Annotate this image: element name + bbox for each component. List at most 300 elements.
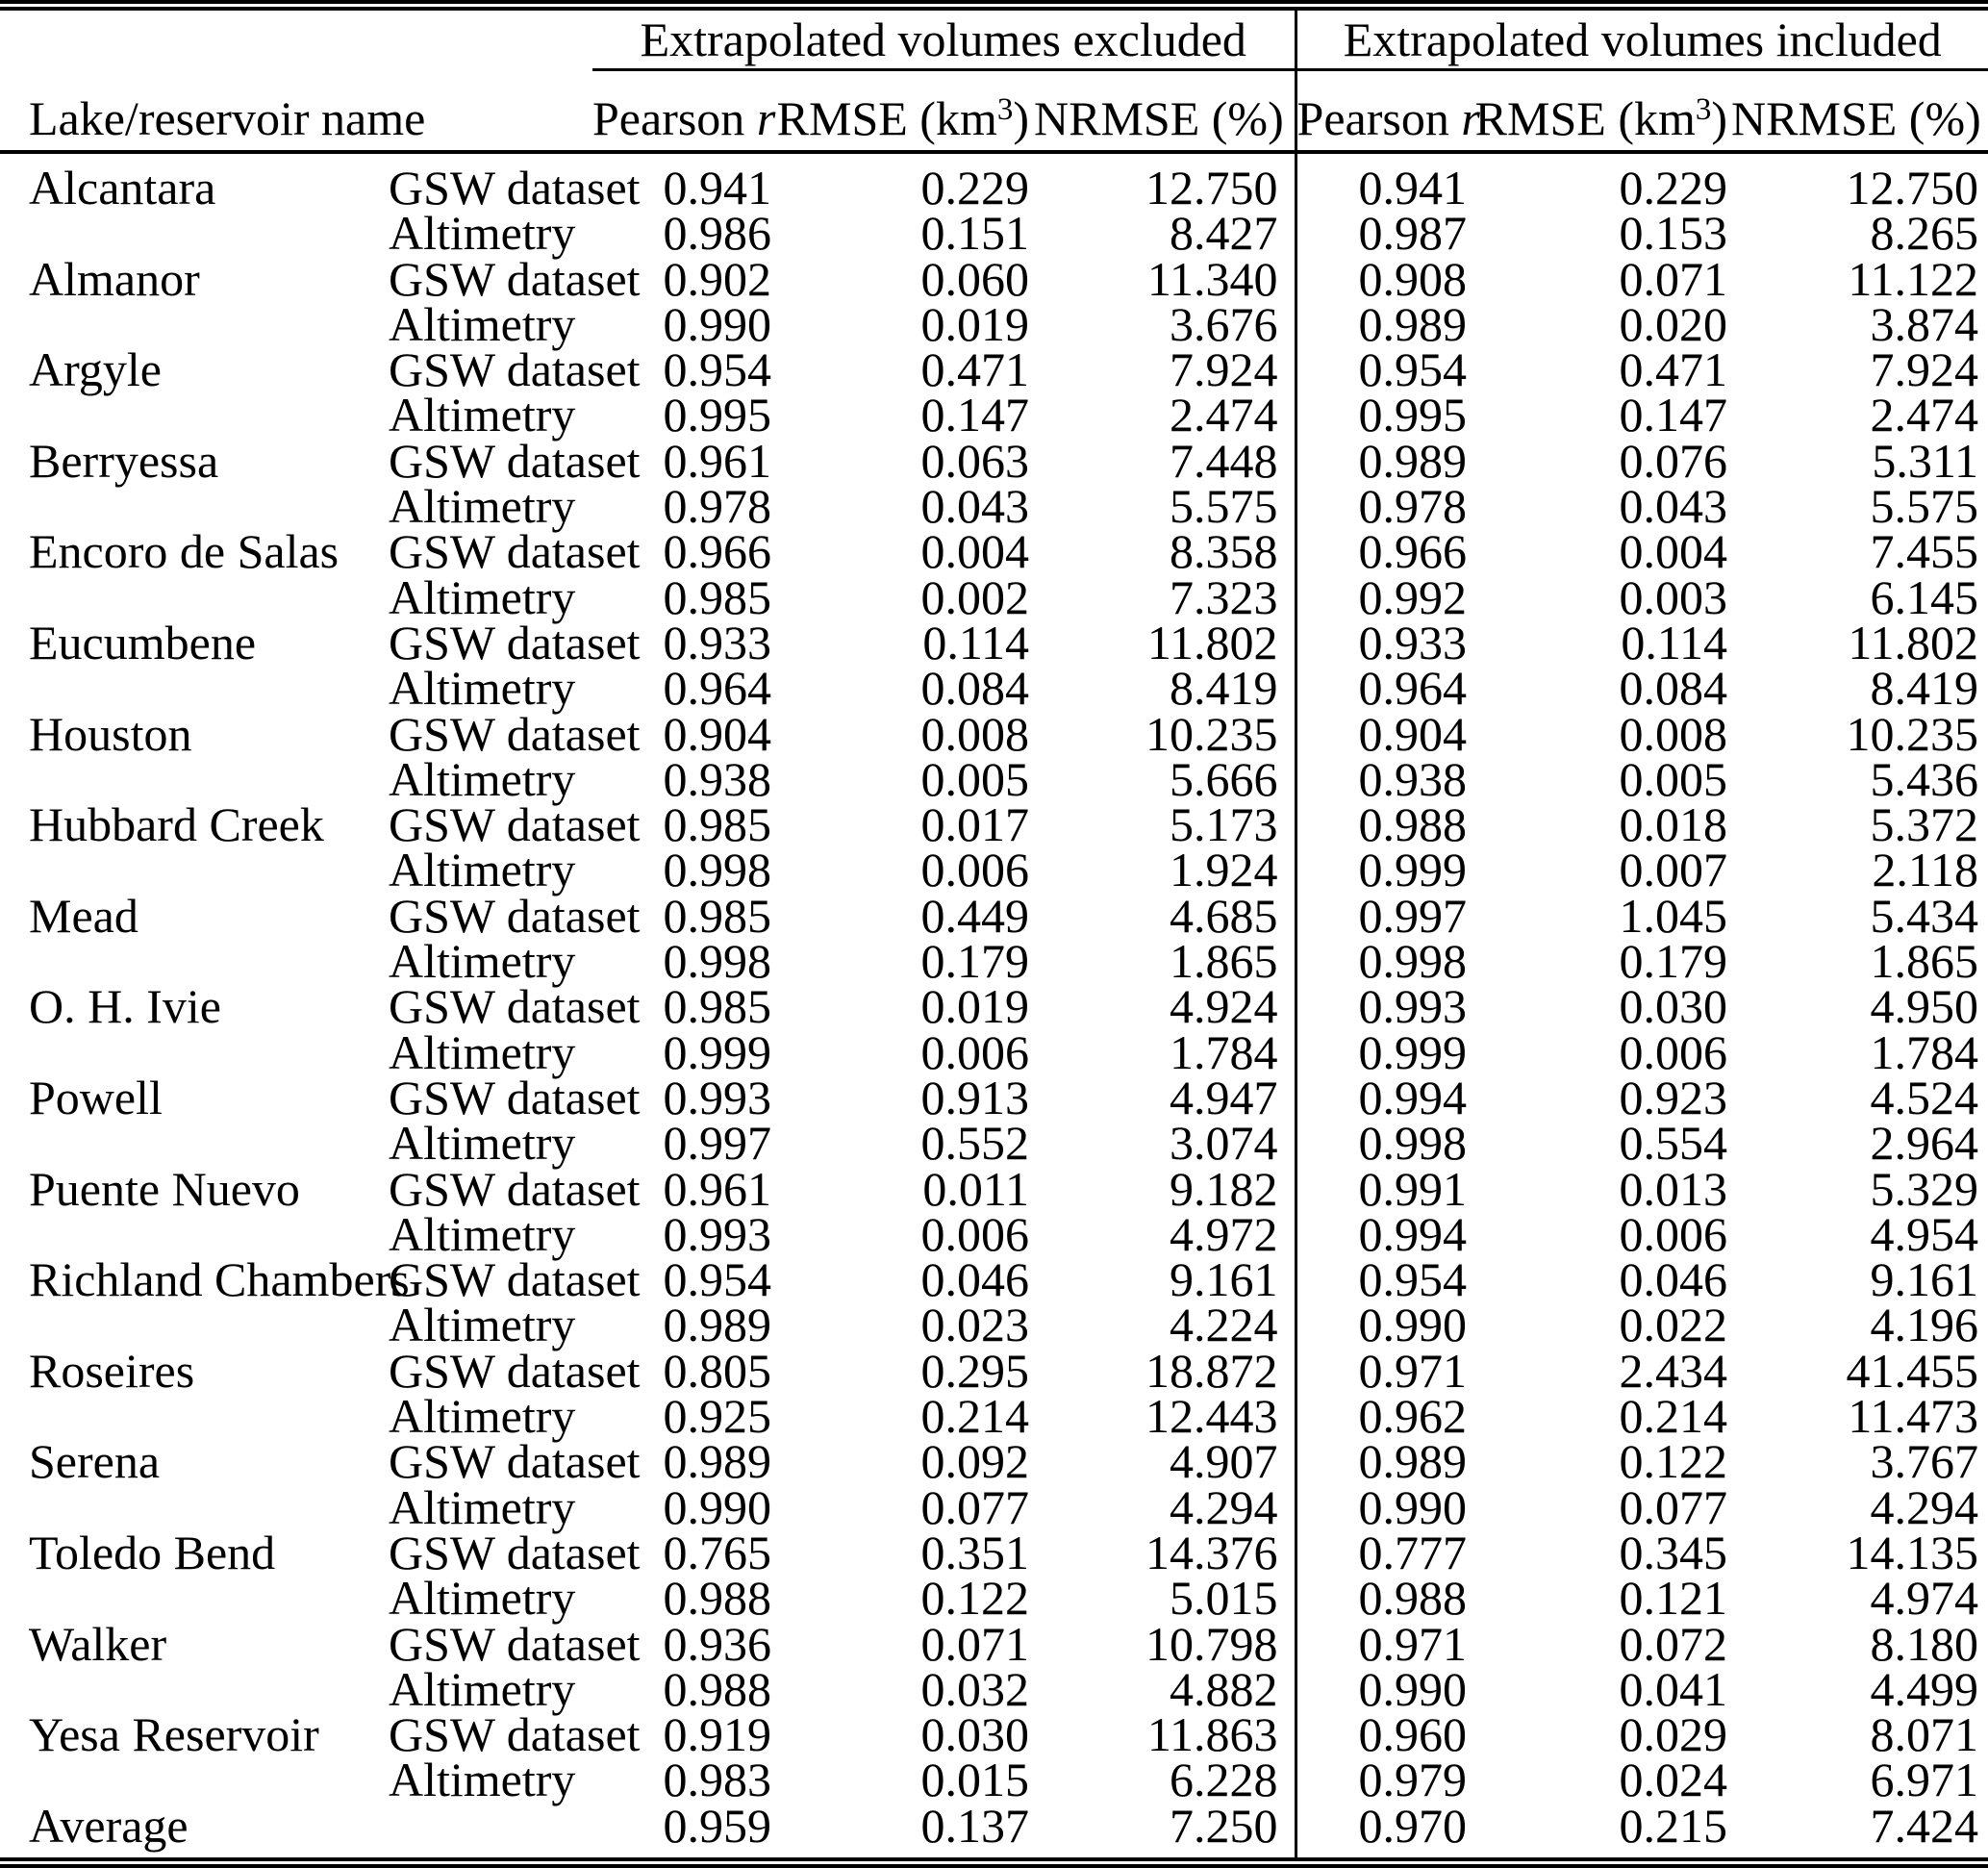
value-cell: 6.228 [1170,1753,1278,1807]
table-body [0,152,1988,1862]
lake-name-cell: Argyle [29,342,162,397]
lake-name-cell: Hubbard Creek [29,797,324,852]
value-cell: 0.032 [920,1661,1029,1716]
value-cell: 0.214 [1619,1389,1728,1444]
table-row [0,1349,1988,1394]
lake-name-cell [0,484,389,529]
value-cell: 4.524 [1870,1070,1979,1124]
value-cell: 4.954 [1870,1206,1979,1261]
value-cell: 0.998 [663,934,771,989]
value-cell: 1.784 [1870,1024,1979,1079]
value-cell: 0.992 [1296,575,1472,620]
value-cell: 0.990 [663,1479,771,1534]
value-cell: 0.999 [663,1024,771,1079]
lake-name-cell: Houston [29,706,192,761]
value-cell: 0.913 [920,1070,1029,1124]
value-cell: 18.872 [1145,1343,1278,1398]
rmse-label: RMSE (km [776,91,997,145]
table-row [0,1075,1988,1121]
value-cell: 0.023 [920,1298,1029,1352]
value-cell: 0.552 [920,1116,1029,1171]
pearson-r-symbol: r [1461,91,1480,145]
value-cell: 2.474 [1170,388,1278,442]
table-row [0,1804,1988,1863]
dataset-cell: Altimetry [389,479,576,534]
value-cell: 0.114 [922,615,1029,669]
value-cell: 0.989 [1296,1439,1472,1484]
lake-name-cell: Eucumbene [29,615,257,669]
value-cell: 3.676 [1170,296,1278,351]
column-header-rmse-excluded [775,70,1034,153]
rmse-label-close: ) [1013,91,1029,145]
lake-name-cell: Yesa Reservoir [29,1707,319,1762]
dataset-cell: GSW dataset [389,251,641,306]
value-cell: 0.925 [663,1389,771,1444]
value-cell: 0.933 [1296,620,1472,666]
lake-name-cell [0,666,389,711]
value-cell: 4.294 [1170,1479,1278,1534]
dataset-cell: Altimetry [389,296,576,351]
value-cell: 0.979 [1296,1757,1472,1803]
lake-name-cell: Encoro de Salas [29,524,340,579]
lake-name-cell: Serena [29,1434,161,1489]
value-cell: 0.954 [663,342,771,397]
value-cell: 41.455 [1846,1343,1979,1398]
value-cell: 0.970 [1296,1804,1472,1863]
table-row [0,1667,1988,1712]
table-row [0,1622,1988,1667]
value-cell: 0.554 [1619,1116,1728,1171]
value-cell: 0.983 [663,1753,771,1807]
value-cell: 0.954 [1296,347,1472,392]
value-cell: 0.954 [1296,1257,1472,1302]
value-cell: 0.011 [922,1161,1029,1216]
value-cell: 0.060 [920,251,1029,306]
value-cell: 0.989 [1296,439,1472,484]
lake-name-cell: Roseires [29,1343,195,1398]
value-cell: 3.074 [1170,1116,1278,1171]
value-cell: 0.019 [920,979,1029,1034]
value-cell: 5.329 [1870,1161,1979,1216]
value-cell: 5.173 [1170,797,1278,852]
lake-name-cell: Average [29,1798,189,1853]
dataset-cell: Altimetry [389,1389,576,1444]
value-cell: 0.043 [920,479,1029,534]
value-cell: 4.972 [1170,1206,1278,1261]
dataset-cell: Altimetry [389,1116,576,1171]
value-cell: 4.294 [1870,1479,1979,1534]
table-row [0,1757,1988,1803]
dataset-cell: Altimetry [389,388,576,442]
value-cell: 5.666 [1170,751,1278,806]
lake-name-cell [0,1121,389,1166]
lake-name-cell: Alcantara [29,161,216,215]
value-cell: 0.002 [920,569,1029,624]
value-cell: 12.750 [1846,161,1979,215]
table-row [0,666,1988,711]
value-cell: 0.999 [1296,847,1472,893]
value-cell: 0.008 [1619,706,1728,761]
dataset-cell: Altimetry [389,934,576,989]
value-cell: 7.250 [1170,1798,1278,1853]
value-cell: 0.997 [1296,894,1472,939]
value-cell: 8.427 [1170,206,1278,261]
rmse-superscript: 3 [996,92,1014,127]
value-cell: 0.985 [663,888,771,943]
value-cell: 0.229 [1619,161,1728,215]
corner-cell [0,6,592,70]
value-cell: 0.122 [1619,1434,1728,1489]
value-cell: 0.962 [1296,1394,1472,1439]
value-cell: 0.029 [1619,1707,1728,1762]
table-row [0,1030,1988,1075]
value-cell: 0.933 [663,615,771,669]
table-row [0,152,1988,211]
table-row [0,575,1988,620]
value-cell: 0.993 [663,1070,771,1124]
value-cell: 0.960 [1296,1712,1472,1757]
value-cell: 0.990 [1296,1485,1472,1530]
value-cell: 5.575 [1170,479,1278,534]
value-cell: 4.924 [1170,979,1278,1034]
value-cell: 0.902 [663,251,771,306]
lake-name-cell: Powell [29,1070,163,1124]
value-cell: 0.995 [663,388,771,442]
lake-name-cell [0,302,389,347]
value-cell: 4.882 [1170,1661,1278,1716]
value-cell: 4.947 [1170,1070,1278,1124]
value-cell: 0.908 [1296,257,1472,302]
lake-name-cell: Walker [29,1616,167,1671]
table-row [0,347,1988,392]
dataset-cell: Altimetry [389,661,576,716]
dataset-cell: GSW dataset [389,1707,641,1762]
value-cell: 0.938 [1296,757,1472,802]
value-cell: 0.959 [663,1798,771,1853]
group-header-included: Extrapolated volumes included [1296,6,1988,70]
value-cell: 0.904 [663,706,771,761]
value-cell: 0.215 [1619,1798,1728,1853]
group-header-row [0,6,1988,70]
value-cell: 0.904 [1296,712,1472,757]
value-cell: 0.018 [1619,797,1728,852]
column-header-lake-name: Lake/reservoir name [0,70,592,153]
value-cell: 0.994 [1296,1075,1472,1121]
value-cell: 0.179 [1619,934,1728,989]
value-cell: 0.989 [663,1434,771,1489]
value-cell: 8.180 [1870,1616,1979,1671]
dataset-cell: Altimetry [389,1024,576,1079]
value-cell: 0.005 [920,751,1029,806]
value-cell: 0.961 [663,1161,771,1216]
value-cell: 0.013 [1619,1161,1728,1216]
value-cell: 0.030 [920,1707,1029,1762]
value-cell: 0.005 [1619,751,1728,806]
value-cell: 1.045 [1619,888,1728,943]
value-cell: 4.685 [1170,888,1278,943]
table-row [0,1530,1988,1576]
dataset-cell: GSW dataset [389,1252,641,1307]
value-cell: 7.323 [1170,569,1278,624]
value-cell: 0.966 [1296,529,1472,574]
dataset-cell: Altimetry [389,206,576,261]
lake-name-cell [0,1212,389,1257]
value-cell: 3.874 [1870,296,1979,351]
lake-name-cell [0,1667,389,1712]
value-cell: 0.988 [1296,802,1472,847]
column-header-rmse-included [1472,70,1731,153]
value-cell: 2.434 [1619,1343,1728,1398]
column-header-pearson-included [1296,70,1480,153]
value-cell: 0.030 [1619,979,1728,1034]
value-cell: 0.987 [1296,211,1472,256]
lake-name-cell [0,1757,389,1803]
value-cell: 0.071 [920,1616,1029,1671]
value-cell: 8.419 [1170,661,1278,716]
dataset-cell: GSW dataset [389,615,641,669]
value-cell: 0.998 [1296,939,1472,984]
value-cell: 0.938 [663,751,771,806]
table-row [0,984,1988,1029]
value-cell: 0.986 [663,206,771,261]
value-cell: 0.077 [920,1479,1029,1534]
value-cell: 0.989 [1296,302,1472,347]
value-cell: 4.974 [1870,1571,1979,1626]
lake-name-cell: Berryessa [29,433,219,488]
value-cell: 0.006 [920,1206,1029,1261]
value-cell: 8.265 [1870,206,1979,261]
dataset-cell [389,1804,592,1863]
value-cell: 0.971 [1296,1349,1472,1394]
value-cell: 0.994 [1296,1212,1472,1257]
value-cell: 7.424 [1870,1798,1979,1853]
value-cell: 0.063 [920,433,1029,488]
value-cell: 0.043 [1619,479,1728,534]
value-cell: 10.235 [1846,706,1979,761]
value-cell: 0.015 [920,1753,1029,1807]
value-cell: 0.961 [663,433,771,488]
value-cell: 0.147 [920,388,1029,442]
value-cell: 1.865 [1170,934,1278,989]
lake-name-cell [0,1485,389,1530]
dataset-cell: GSW dataset [389,524,641,579]
value-cell: 0.295 [920,1343,1029,1398]
value-cell: 0.041 [1619,1661,1728,1716]
value-cell: 0.985 [663,569,771,624]
value-cell: 0.997 [663,1116,771,1171]
value-cell: 7.448 [1170,433,1278,488]
pearson-label: Pearson [1296,91,1462,145]
dataset-cell: Altimetry [389,843,576,897]
lake-name-cell [0,939,389,984]
value-cell: 0.122 [920,1571,1029,1626]
value-cell: 0.990 [1296,1302,1472,1348]
column-header-pearson-excluded [592,70,775,153]
value-cell: 7.924 [1870,342,1979,397]
value-cell: 3.767 [1870,1434,1979,1489]
dataset-cell: GSW dataset [389,797,641,852]
table-row [0,302,1988,347]
value-cell: 8.358 [1170,524,1278,579]
lake-name-cell [0,1394,389,1439]
lake-name-cell [0,1576,389,1621]
lake-name-cell [0,392,389,438]
value-cell: 0.022 [1619,1298,1728,1352]
value-cell: 0.008 [920,706,1029,761]
lake-name-cell: Mead [29,888,138,943]
value-cell: 6.145 [1870,569,1979,624]
dataset-cell: GSW dataset [389,1343,641,1398]
value-cell: 0.449 [920,888,1029,943]
lake-name-cell: Toledo Bend [29,1525,276,1579]
value-cell: 0.004 [1619,524,1728,579]
table-row [0,1257,1988,1302]
value-cell: 0.995 [1296,392,1472,438]
value-cell: 0.765 [663,1525,771,1579]
table-row [0,939,1988,984]
value-cell: 10.235 [1145,706,1278,761]
value-cell: 8.419 [1870,661,1979,716]
value-cell: 0.151 [920,206,1029,261]
table-row [0,1121,1988,1166]
value-cell: 11.802 [1146,615,1278,669]
dataset-cell: GSW dataset [389,161,641,215]
table-row [0,529,1988,574]
value-cell: 0.006 [1619,1024,1728,1079]
table-row [0,802,1988,847]
lake-name-cell [0,575,389,620]
table-row [0,620,1988,666]
dataset-cell: GSW dataset [389,706,641,761]
value-cell: 14.135 [1846,1525,1979,1579]
value-cell: 4.499 [1870,1661,1979,1716]
value-cell: 0.971 [1296,1622,1472,1667]
value-cell: 0.229 [920,161,1029,215]
dataset-cell: GSW dataset [389,1616,641,1671]
value-cell: 0.024 [1619,1753,1728,1807]
value-cell: 0.084 [920,661,1029,716]
rmse-superscript: 3 [1695,92,1712,127]
value-cell: 0.988 [663,1571,771,1626]
value-cell: 0.153 [1619,206,1728,261]
value-cell: 0.777 [1296,1530,1472,1576]
value-cell: 9.161 [1170,1252,1278,1307]
dataset-cell: GSW dataset [389,888,641,943]
value-cell: 0.071 [1619,251,1728,306]
value-cell: 2.964 [1870,1116,1979,1171]
value-cell: 0.351 [920,1525,1029,1579]
value-cell: 2.474 [1870,388,1979,442]
value-cell: 2.118 [1872,843,1979,897]
value-cell: 11.122 [1848,251,1979,306]
value-cell: 0.988 [1296,1576,1472,1621]
value-cell: 0.941 [663,161,771,215]
value-cell: 0.998 [663,843,771,897]
lake-name-cell: Richland Chambers [29,1252,410,1307]
lake-name-cell [0,211,389,256]
dataset-cell: Altimetry [389,1206,576,1261]
lake-name-cell [0,757,389,802]
value-cell: 12.443 [1145,1389,1278,1444]
value-cell: 7.924 [1170,342,1278,397]
value-cell: 0.114 [1621,615,1728,669]
value-cell: 4.224 [1170,1298,1278,1352]
value-cell: 4.907 [1170,1434,1278,1489]
value-cell: 0.077 [1619,1479,1728,1534]
value-cell: 0.998 [1296,1121,1472,1166]
column-header-row [0,70,1988,153]
value-cell: 11.863 [1146,1707,1278,1762]
table-row [0,1712,1988,1757]
value-cell: 0.990 [1296,1667,1472,1712]
value-cell: 0.046 [920,1252,1029,1307]
lake-name-cell [0,847,389,893]
dataset-cell: GSW dataset [389,342,641,397]
table-row [0,1212,1988,1257]
table-row [0,757,1988,802]
table-row [0,1302,1988,1348]
table-row [0,1485,1988,1530]
table-row [0,1167,1988,1212]
table-row [0,211,1988,256]
value-cell: 5.015 [1170,1571,1278,1626]
value-cell: 0.121 [1619,1571,1728,1626]
group-header-excluded: Extrapolated volumes excluded [592,6,1296,70]
value-cell: 0.966 [663,524,771,579]
table-row [0,894,1988,939]
value-cell: 0.964 [663,661,771,716]
dataset-cell: GSW dataset [389,1070,641,1124]
lake-name-cell: O. H. Ivie [29,979,221,1034]
value-cell: 0.919 [663,1707,771,1762]
value-cell: 1.865 [1870,934,1979,989]
dataset-cell: GSW dataset [389,1161,641,1216]
value-cell: 4.196 [1870,1298,1979,1352]
value-cell: 0.805 [663,1343,771,1398]
value-cell: 11.802 [1848,615,1979,669]
value-cell: 0.006 [920,843,1029,897]
value-cell: 0.471 [1619,342,1728,397]
value-cell: 0.006 [920,1024,1029,1079]
value-cell: 0.991 [1296,1167,1472,1212]
rmse-label-close: ) [1711,91,1728,145]
table-row [0,1394,1988,1439]
table-row [0,847,1988,893]
value-cell: 0.936 [663,1616,771,1671]
value-cell: 0.989 [663,1298,771,1352]
value-cell: 0.017 [920,797,1029,852]
value-cell: 0.020 [1619,296,1728,351]
value-cell: 0.985 [663,797,771,852]
value-cell: 5.311 [1872,433,1979,488]
value-cell: 0.046 [1619,1252,1728,1307]
dataset-cell: Altimetry [389,751,576,806]
value-cell: 0.985 [663,979,771,1034]
lake-name-cell [0,1030,389,1075]
value-cell: 1.924 [1170,843,1278,897]
value-cell: 5.372 [1870,797,1979,852]
value-cell: 12.750 [1145,161,1278,215]
pearson-r-symbol: r [756,91,776,145]
value-cell: 0.007 [1619,843,1728,897]
value-cell: 9.161 [1870,1252,1979,1307]
value-cell: 8.071 [1870,1707,1979,1762]
table-row [0,712,1988,757]
value-cell: 0.941 [1296,152,1472,211]
value-cell: 11.340 [1146,251,1278,306]
column-header-nrmse-included: NRMSE (%) [1731,70,1988,153]
value-cell: 4.950 [1870,979,1979,1034]
